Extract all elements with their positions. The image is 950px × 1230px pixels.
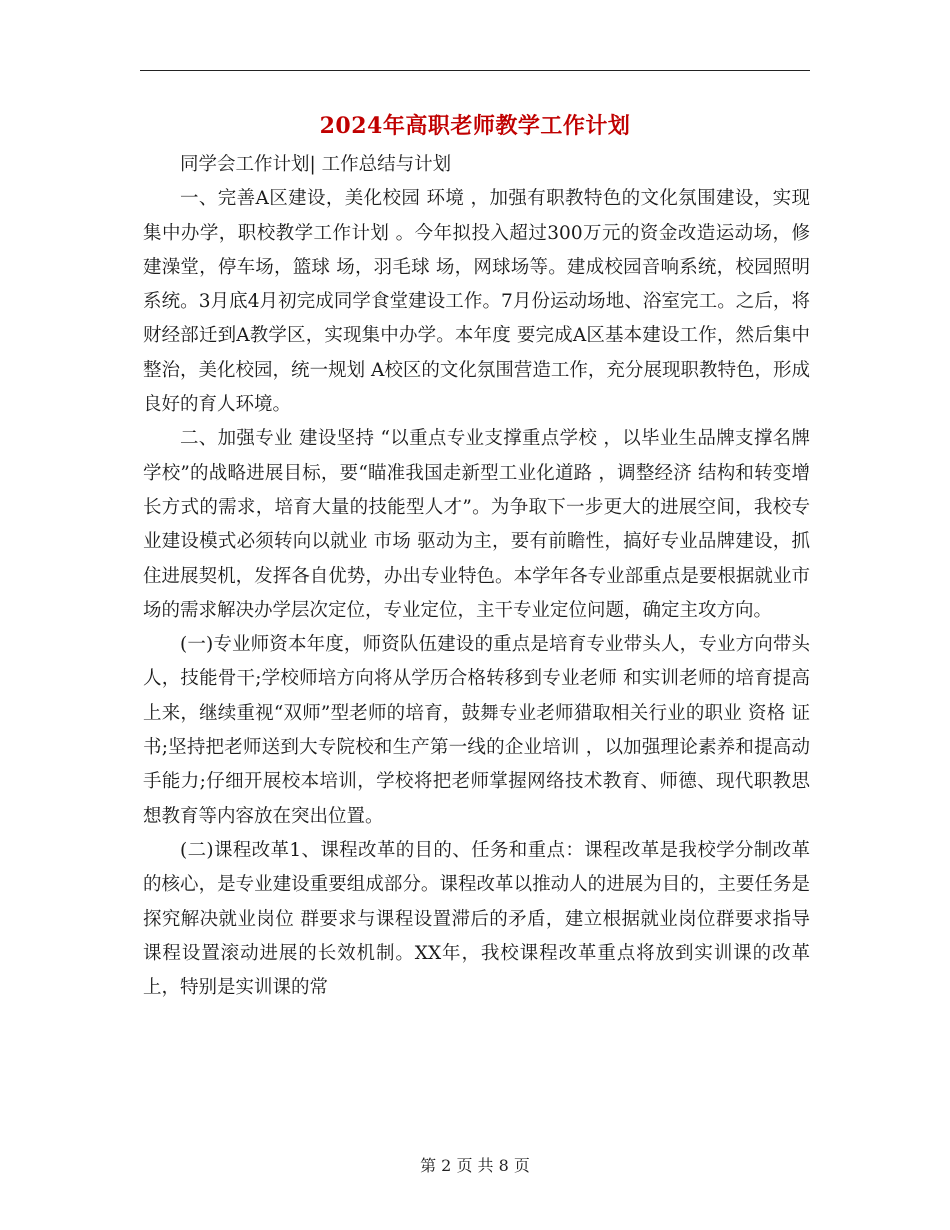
document-title: 2024年高职老师教学工作计划: [319, 113, 631, 139]
body-paragraph: 一、完善A区建设，美化校园 环境 ，加强有职教特色的文化氛围建设，实现集中办学，职校教学工作计划 。今年拟投入超过300万元的资金改造运动场，修建澡堂，停车场，篮球 场，羽毛球 场，网球场等。建成校园音响系统，校园照明系统。3月底4月初完成同学食堂建设工作。7月份运动场地、浴室完工。之后，将财经部迁到A教学区，实现集中办学。本年度 要完成A区基本建设工作，然后集中整治，美化校园，统一规划 A校区的文化氛围营造工作，充分展现职教特色，形成良好的育人环境。: [143, 188, 810, 416]
page-number-footer: 第 2 页 共 8 页: [420, 1156, 530, 1175]
body-paragraph: (一)专业师资本年度，师资队伍建设的重点是培育专业带头人，专业方向带头人，技能骨干;学校师培方向将从学历合格转移到专业老师 和实训老师的培育提高上来，继续重视“双师”型老师的培育，鼓舞专业老师猎取相关行业的职业 资格 证书;坚持把老师送到大专院校和生产第一线的企业培训 ，以加强理论素养和提高动手能力;仔细开展校本培训，学校将把老师掌握网络技术教育、师德、现代职教思想教育等内容放在突出位置。: [143, 634, 810, 827]
body-paragraph: 二、加强专业 建设坚持 “以重点专业支撑重点学校 ，以毕业生品牌支撑名牌学校”的战略进展目标，要“瞄准我国走新型工业化道路 ，调整经济 结构和转变增长方式的需求，培育大量的技能型人才”。为争取下一步更大的进展空间，我校专业建设模式必须转向以就业 市场 驱动为主，要有前瞻性，搞好专业品牌建设，抓住进展契机，发挥各自优势，办出专业特色。本学年各专业部重点是要根据就业市场的需求解决办学层次定位，专业定位，主干专业定位问题，确定主攻方向。: [143, 428, 810, 621]
header-rule: [140, 70, 810, 71]
body-paragraph: (二)课程改革1、课程改革的目的、任务和重点：课程改革是我校学分制改革的核心，是专业建设重要组成部分。课程改革以推动人的进展为目的，主要任务是探究解决就业岗位 群要求与课程设置滞后的矛盾，建立根据就业岗位群要求指导课程设置滚动进展的长效机制。XX年，我校课程改革重点将放到实训课的改革上，特别是实训课的常: [143, 839, 810, 999]
subtitle-paragraph: 同学会工作计划| 工作总结与计划: [180, 154, 452, 175]
document-body: [143, 148, 810, 1005]
